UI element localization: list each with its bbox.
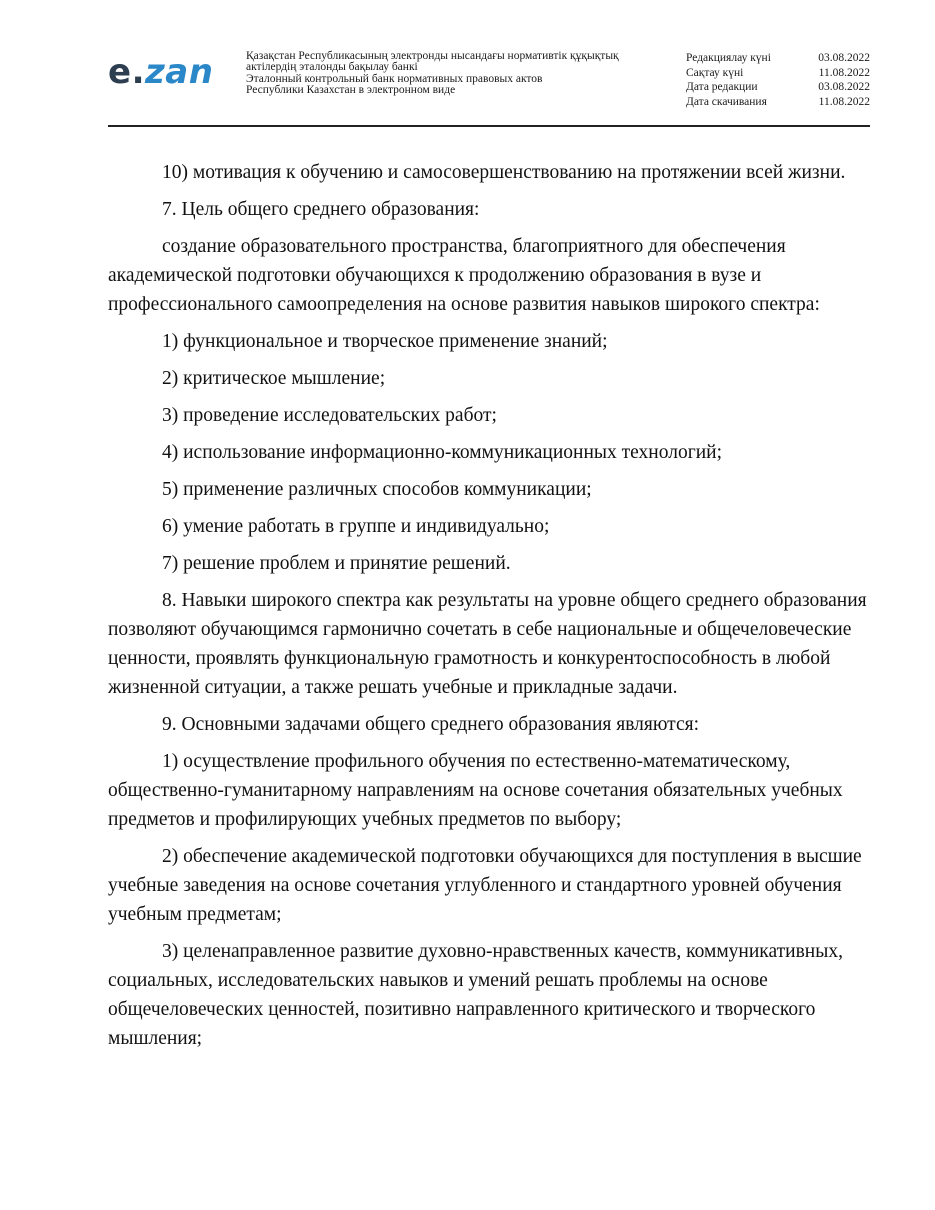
date-label: Дата скачивания xyxy=(686,95,767,108)
date-row-edit-ru xyxy=(686,80,870,95)
header-dates xyxy=(686,51,870,109)
date-value: 11.08.2022 xyxy=(818,95,870,108)
paragraph: 9. Основными задачами общего среднего образования являются: xyxy=(162,714,699,735)
date-row-save-kz xyxy=(686,66,870,81)
logo-e: e xyxy=(108,52,132,92)
document-header xyxy=(108,48,870,126)
description-line: Эталонный контрольный банк нормативных правовых актов xyxy=(246,72,543,85)
date-value: 03.08.2022 xyxy=(818,81,870,93)
date-row-download-ru xyxy=(686,95,870,110)
date-value: 03.08.2022 xyxy=(818,52,870,64)
paragraph: 7) решение проблем и принятие решений. xyxy=(162,553,511,574)
paragraph: 7. Цель общего среднего образования: xyxy=(162,199,480,220)
paragraph: 6) умение работать в группе и индивидуально; xyxy=(162,516,550,537)
header-divider xyxy=(108,125,870,127)
paragraph: 10) мотивация к обучению и самосовершенствованию на протяжении всей жизни. xyxy=(162,162,846,183)
header-description xyxy=(246,51,666,96)
description-line: Республики Казахстан в электронном виде xyxy=(246,83,456,96)
paragraph: 5) применение различных способов коммуникации; xyxy=(162,479,592,500)
paragraph: 3) проведение исследовательских работ; xyxy=(162,405,497,426)
paragraph: создание образовательного пространства, благоприятного для обеспечения академической подготовки обучающихся к продолжению образования в вузе и профессионального самоопределения на основе развития навыков широкого спектра: xyxy=(108,236,820,315)
document-body xyxy=(108,158,870,1061)
date-label: Дата редакции xyxy=(686,81,758,93)
paragraph: 1) осуществление профильного обучения по естественно-математическому, общественно-гуманитарному направлениям на основе сочетания обязательных учебных предметов и профилирующих учебных предметов по выбору; xyxy=(108,751,843,830)
paragraph: 2) критическое мышление; xyxy=(162,368,386,389)
date-label: Редакциялау күні xyxy=(686,52,771,64)
date-value: 11.08.2022 xyxy=(818,66,870,79)
description-line: Қазақстан Республикасының электронды нысандағы нормативтік құқықтық xyxy=(246,50,619,62)
ezan-logo xyxy=(108,52,213,96)
paragraph: 2) обеспечение академической подготовки обучающихся для поступления в высшие учебные заведения на основе сочетания углубленного и стандартного уровней обучения учебным предметам; xyxy=(108,846,862,925)
logo-dot: . xyxy=(131,52,145,92)
paragraph: 1) функциональное и творческое применение знаний; xyxy=(162,331,608,352)
logo-zan: zan xyxy=(144,52,214,92)
description-line: актілердің эталонды бақылау банкі xyxy=(246,61,418,74)
paragraph: 4) использование информационно-коммуникационных технологий; xyxy=(162,442,722,463)
date-row-edit-kz xyxy=(686,51,870,66)
date-label: Сақтау күні xyxy=(686,66,744,79)
paragraph: 8. Навыки широкого спектра как результаты на уровне общего среднего образования позволяют обучающимся гармонично сочетать в себе национальные и общечеловеческие ценности, проявлять функциональную грамотность и конкурентоспособность в любой жизненной ситуации, а также решать учебные и прикладные задачи. xyxy=(108,590,867,698)
paragraph: 3) целенаправленное развитие духовно-нравственных качеств, коммуникативных, социальных, исследовательских навыков и умений решать проблемы на основе общечеловеческих ценностей, позитивно направленного критического и творческого мышления; xyxy=(108,941,843,1049)
